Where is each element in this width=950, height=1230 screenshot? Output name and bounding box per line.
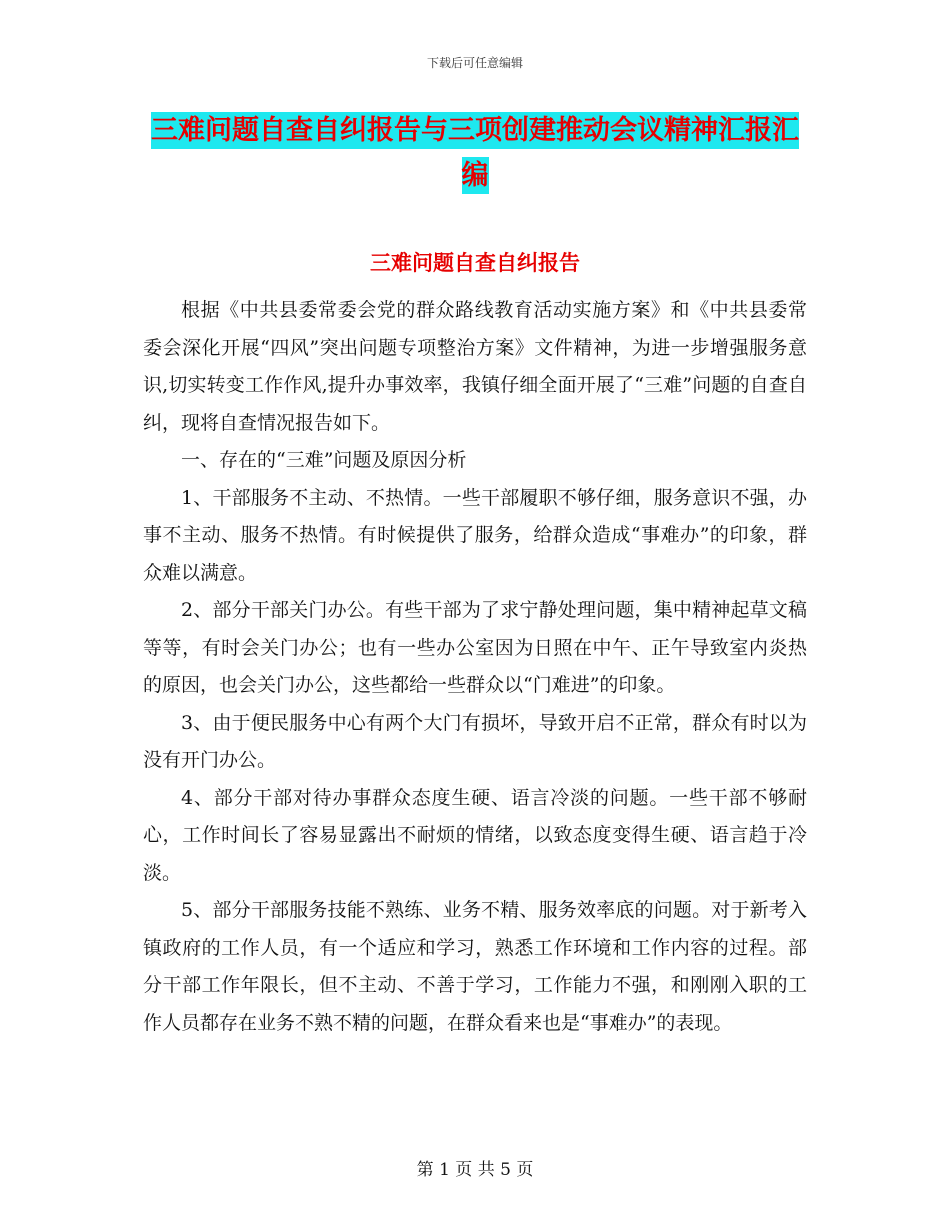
header-note: 下载后可任意编辑 <box>426 56 523 70</box>
document-body <box>143 292 807 1042</box>
section-title: 三难问题自查自纠报告 <box>370 251 580 275</box>
paragraph-item-5: 5、部分干部服务技能不熟练、业务不精、服务效率底的问题。对于新考入镇政府的工作人员，有一个适应和学习，熟悉工作环境和工作内容的过程。部分干部工作年限长，但不主动、不善于学习，工作能力不强，和刚刚入职的工作人员都存在业务不熟不精的问题，在群众看来也是“事难办”的表现。 <box>143 899 807 1034</box>
paragraph-intro: 根据《中共县委常委会党的群众路线教育活动实施方案》和《中共县委常委会深化开展“四风”突出问题专项整治方案》文件精神，为进一步增强服务意识,切实转变工作作风,提升办事效率，我镇仔细全面开展了“三难”问题的自查自纠，现将自查情况报告如下。 <box>143 299 807 434</box>
paragraph-item-3: 3、由于便民服务中心有两个大门有损坏，导致开启不正常，群众有时以为没有开门办公。 <box>143 711 807 771</box>
paragraph-item-4: 4、部分干部对待办事群众态度生硬、语言冷淡的问题。一些干部不够耐心，工作时间长了容易显露出不耐烦的情绪，以致态度变得生硬、语言趋于冷淡。 <box>143 786 807 884</box>
paragraph-heading-1: 一、存在的“三难”问题及原因分析 <box>181 449 467 471</box>
paragraph-item-2: 2、部分干部关门办公。有些干部为了求宁静处理问题，集中精神起草文稿等等，有时会关门办公；也有一些办公室因为日照在中午、正午导致室内炎热的原因，也会关门办公，这些都给一些群众以“门难进”的印象。 <box>143 599 807 696</box>
page-footer: 第 1 页 共 5 页 <box>416 1160 534 1180</box>
paragraph-item-1: 1、干部服务不主动、不热情。一些干部履职不够仔细，服务意识不强，办事不主动、服务不热情。有时候提供了服务，给群众造成“事难办”的印象，群众难以满意。 <box>143 486 807 584</box>
document-title-text: 三难问题自查自纠报告与三项创建推动会议精神汇报汇编 <box>151 112 799 194</box>
document-title <box>143 108 807 198</box>
